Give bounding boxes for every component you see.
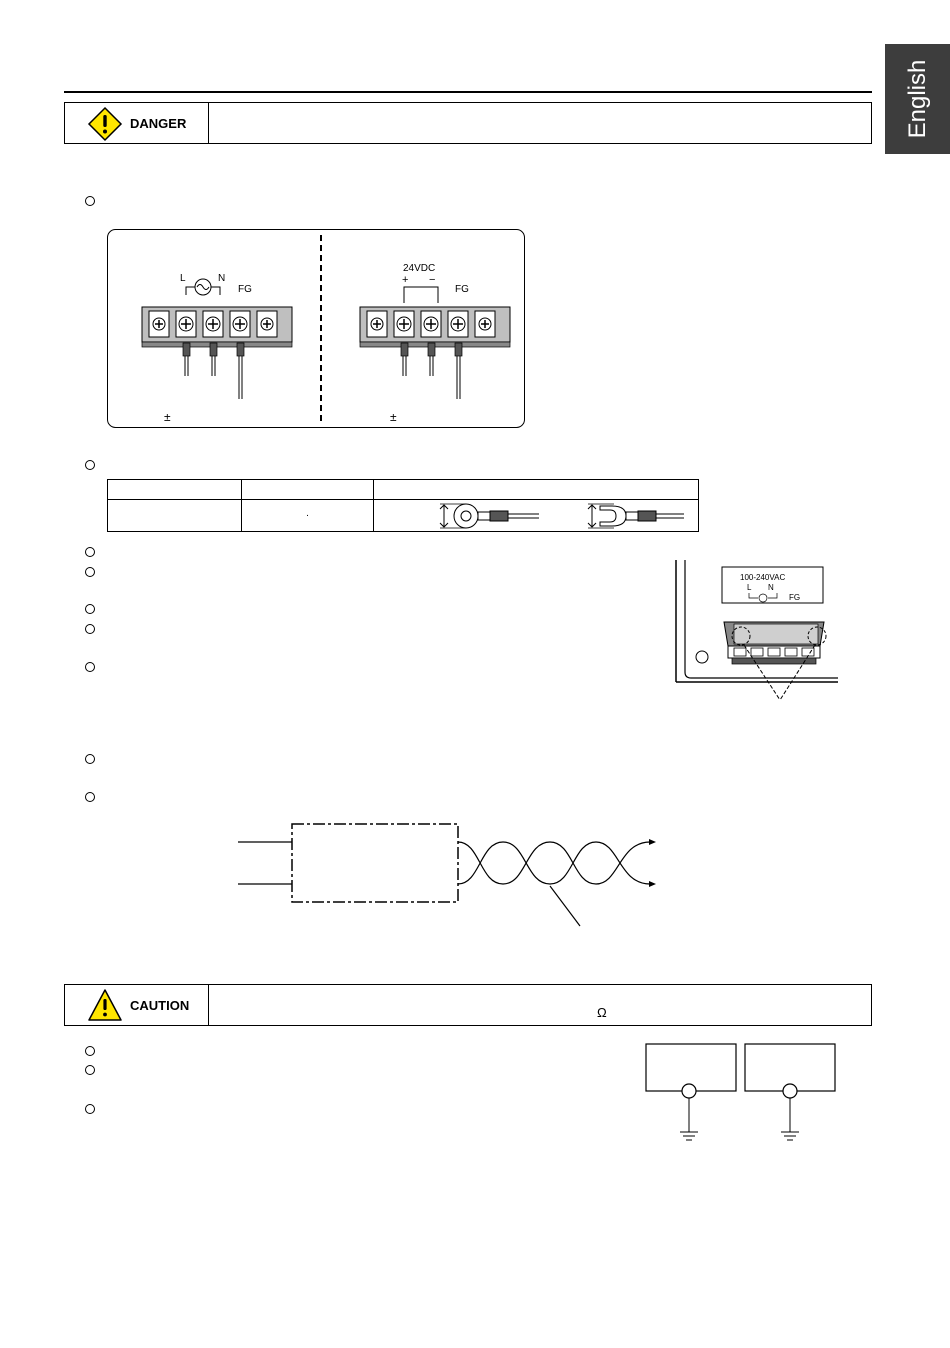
caution-label: CAUTION [130, 998, 190, 1013]
table-cell-2 [242, 500, 374, 532]
dc-voltage-label: 24VDC [403, 263, 436, 274]
bullet-5 [85, 604, 95, 614]
bullet-9 [85, 792, 95, 802]
header-rule [64, 91, 872, 93]
bullet-11 [85, 1065, 95, 1075]
twisted-wire-diagram [236, 822, 660, 930]
dc-symbol: ± [390, 410, 397, 424]
table-cell-3 [374, 500, 699, 532]
bullet-7 [85, 662, 95, 672]
dc-fg-label: FG [455, 284, 469, 295]
danger-icon [87, 106, 123, 142]
language-tab-label: English [903, 59, 931, 139]
bullet-3 [85, 547, 95, 557]
terminal-diagram [107, 229, 525, 429]
caution-icon [87, 988, 123, 1022]
bullet-1 [85, 196, 95, 206]
ac-n-label: N [218, 273, 226, 284]
table-dot: · [305, 510, 310, 521]
ac-fg-label: FG [238, 284, 252, 295]
panel-fg-label: FG [789, 593, 801, 602]
crimp-terminal-table [107, 479, 699, 532]
caution-box [64, 984, 872, 1026]
panel-terminal-illustration [672, 560, 840, 708]
grounding-diagram [644, 1043, 838, 1147]
dc-minus-label: − [429, 274, 436, 286]
fork-terminal [588, 504, 684, 528]
table-header-cell-3 [374, 480, 699, 500]
dc-plus-label: + [402, 274, 409, 286]
language-tab[interactable] [885, 44, 950, 154]
table-cell-1 [108, 500, 242, 532]
bullet-6 [85, 624, 95, 634]
crimp-terminal-shapes [374, 500, 699, 532]
danger-box [64, 102, 872, 144]
panel-l-label: L [747, 583, 752, 592]
bullet-8 [85, 754, 95, 764]
danger-divider [208, 103, 209, 143]
caution-divider [208, 985, 209, 1025]
ring-terminal [440, 504, 539, 528]
panel-voltage-label: 100-240VAC [740, 573, 786, 582]
ac-symbol: ± [164, 410, 171, 424]
danger-label: DANGER [130, 116, 187, 131]
bullet-10 [85, 1046, 95, 1056]
ac-l-label: L [180, 273, 186, 284]
table-header-cell-2 [242, 480, 374, 500]
bullet-2 [85, 460, 95, 470]
table-header-cell-1 [108, 480, 242, 500]
ohm-symbol: Ω [597, 1005, 607, 1020]
panel-n-label: N [768, 583, 774, 592]
bullet-12 [85, 1104, 95, 1114]
bullet-4 [85, 567, 95, 577]
